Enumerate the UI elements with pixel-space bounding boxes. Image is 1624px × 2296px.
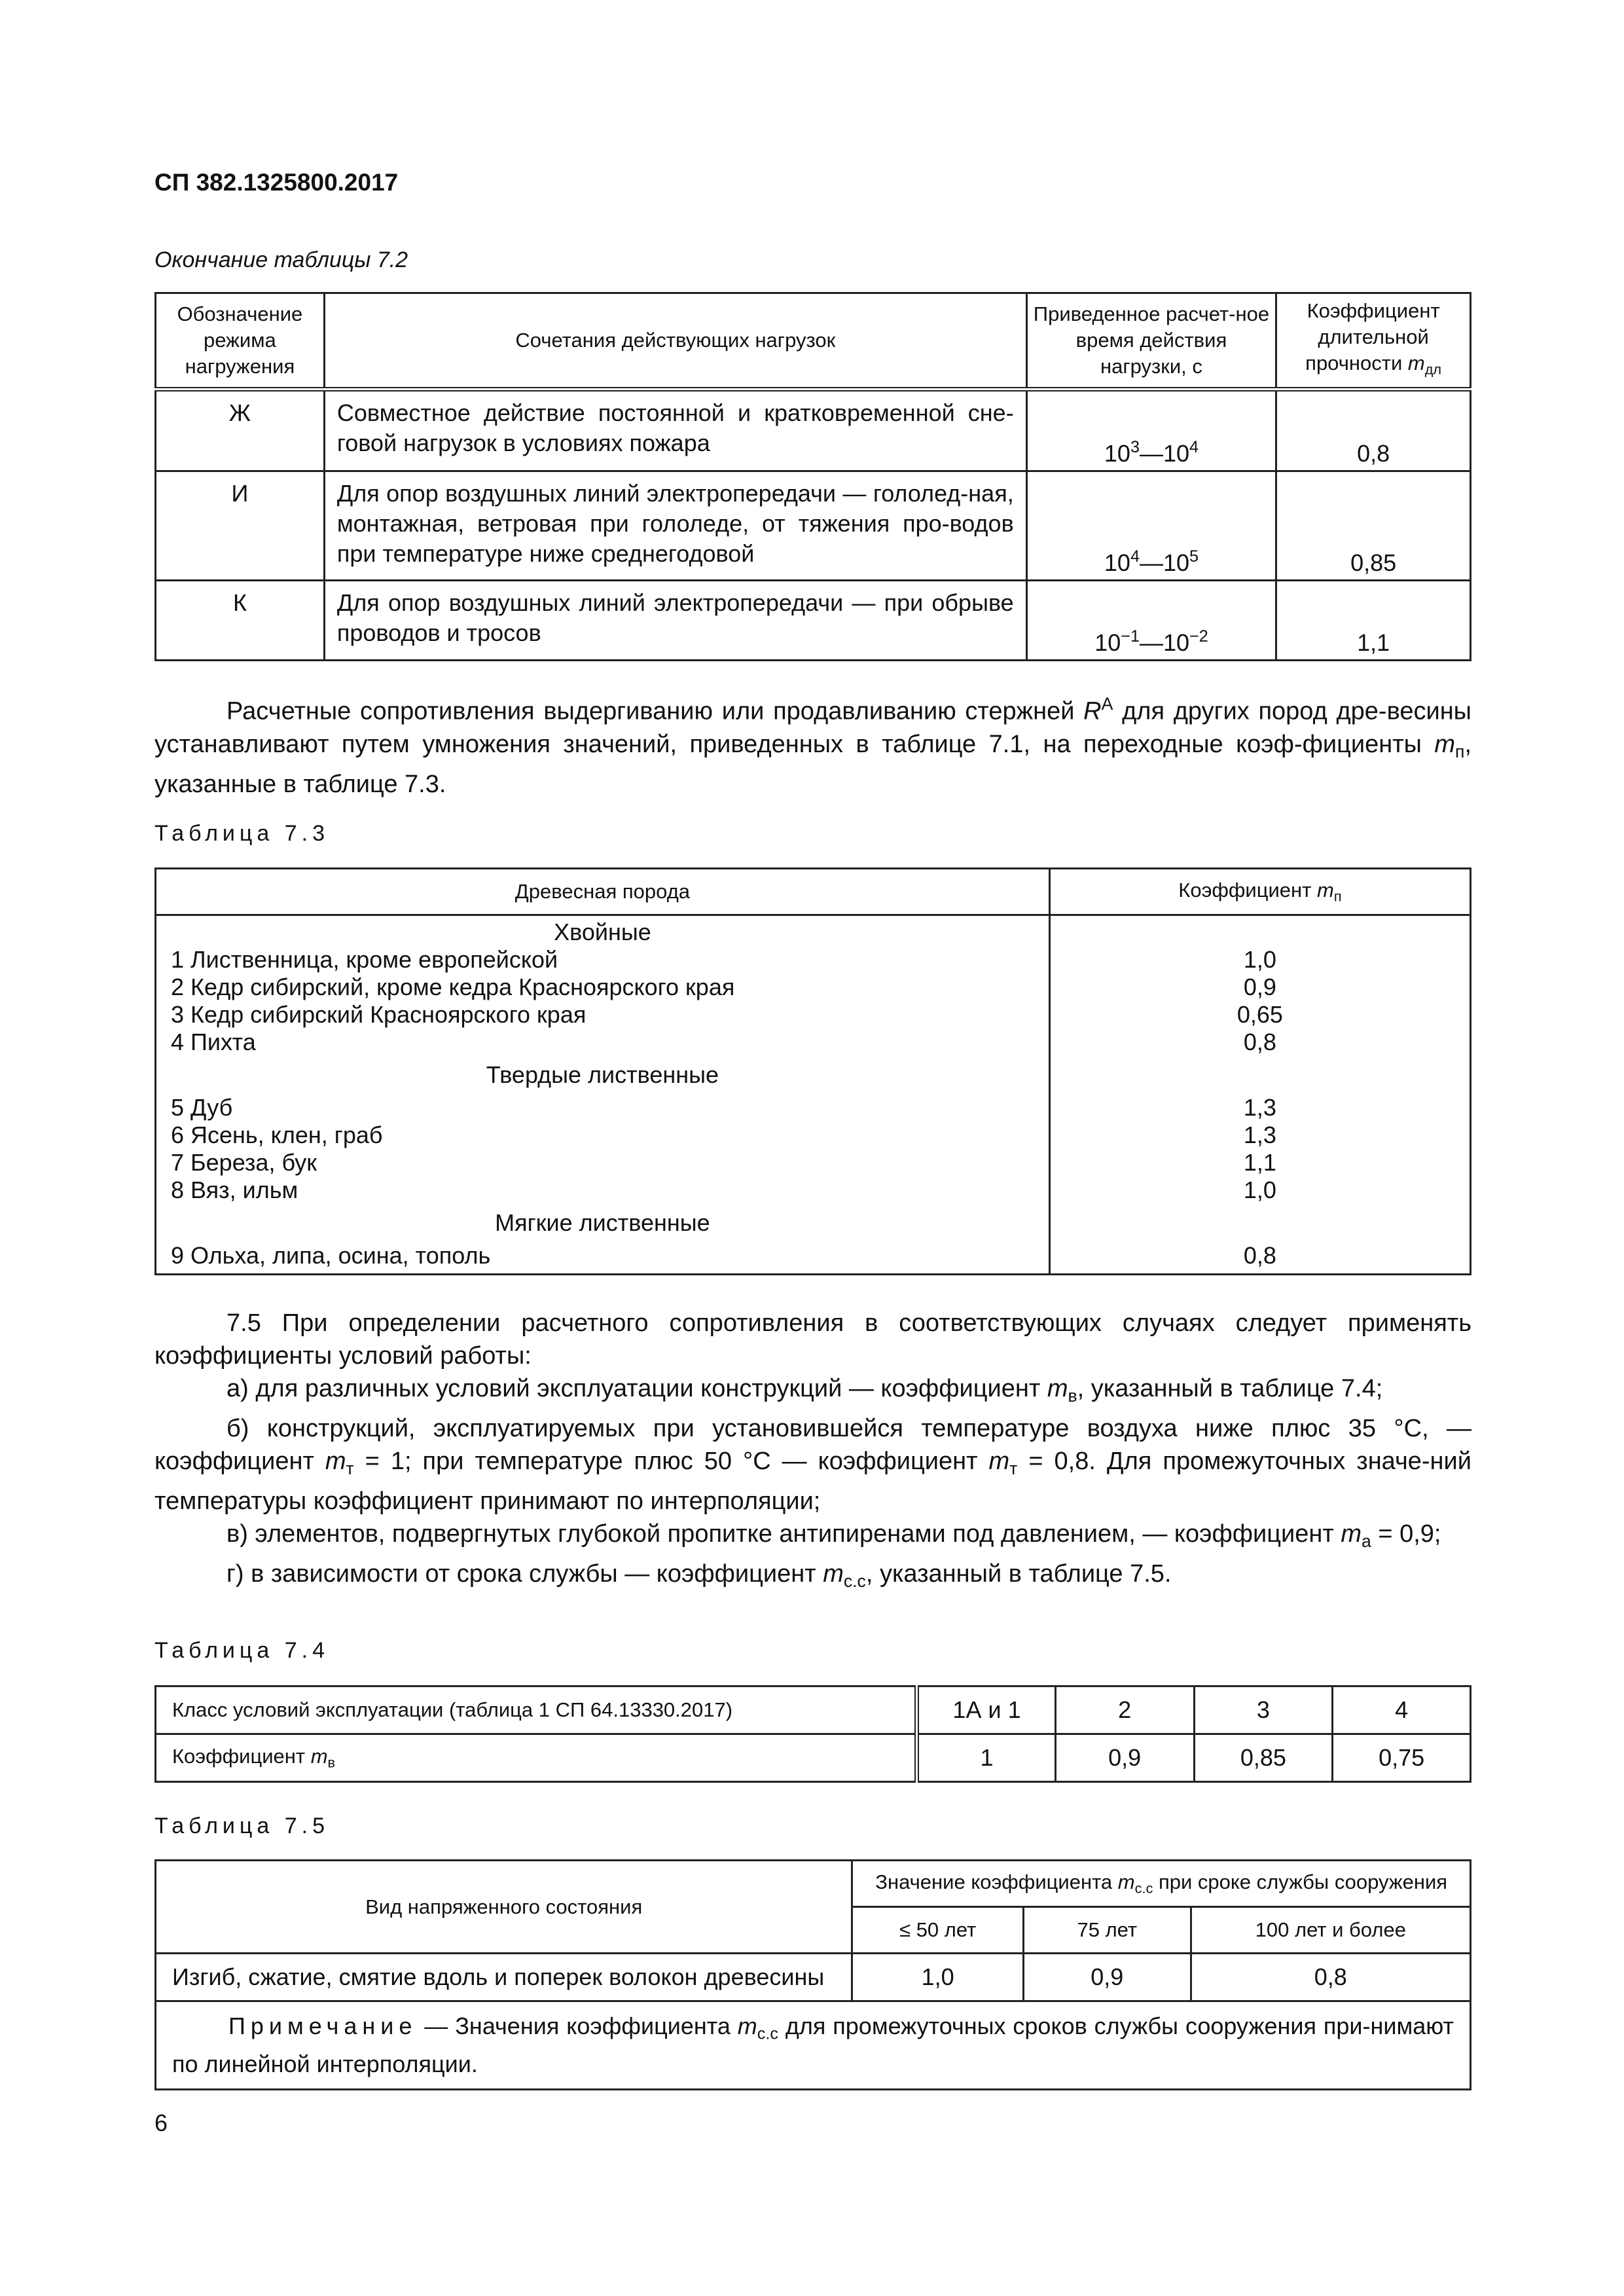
coef-label: Коэффициент $m_в$ [156, 1734, 917, 1782]
header-time: Приведенное расчет-ное время действия нагрузки, с [1026, 293, 1276, 390]
table-row [156, 581, 1471, 661]
document-code: СП 382.1325800.2017 [154, 169, 399, 196]
table-73-label: Таблица 7.3 [154, 821, 330, 846]
text-cell: Для опор воздушных линий электропередачи — при обрыве проводов и тросов [324, 581, 1026, 661]
species-name: 5 Дуб [156, 1089, 1050, 1121]
table-row [156, 1089, 1471, 1121]
coef-value: 0,9 [1055, 1734, 1194, 1782]
table-74-label: Таблица 7.4 [154, 1638, 330, 1663]
state-value: 0,8 [1191, 1954, 1470, 2001]
table-row [156, 471, 1471, 581]
species-name: 1 Лиственница, кроме европейской [156, 946, 1050, 974]
class-label: Класс условий эксплуатации (таблица 1 СП 64.13330.2017) [156, 1686, 917, 1734]
time-cell: $10^3—10^4$ [1026, 390, 1276, 471]
group-name: Твердые лиственные [156, 1056, 1050, 1089]
table-row [156, 1176, 1471, 1204]
state-value: 1,0 [852, 1954, 1024, 2001]
table-7-3 [154, 867, 1471, 1275]
paragraph-resistances: Расчетные сопротивления выдергиванию или продавливанию стержней $R^A$ для других пород дре-весины устанавливают путем умножения значений, приведенных в таблице 7.1, на переходные коэф-фициенты $m_п$, указанные в таблице 7.3. [154, 694, 1471, 798]
table-header-row [156, 1861, 1471, 1907]
species-name: 2 Кедр сибирский, кроме кедра Красноярского края [156, 974, 1050, 1001]
table-row [156, 390, 1471, 471]
header-species: Древесная порода [156, 869, 1050, 915]
time-cell: $10^4—10^5$ [1026, 471, 1276, 581]
text-cell: Для опор воздушных линий электропередачи — гололед-ная, монтажная, ветровая при гололеде, от тяжения про-водов при температуре ниже среднегодовой [324, 471, 1026, 581]
species-name: 7 Береза, бук [156, 1149, 1050, 1176]
table-72-caption: Окончание таблицы 7.2 [154, 247, 408, 272]
class-value: 1А и 1 [917, 1686, 1056, 1734]
species-value: 0,8 [1049, 1237, 1470, 1275]
table-header-row [156, 293, 1471, 390]
note-row [156, 2001, 1471, 2090]
item-c: в) элементов, подвергнутых глубокой пропитке антипиренами под давлением, — коэффициент $m_а = 0,9$; [226, 1520, 1441, 1551]
table-row [156, 946, 1471, 974]
item-a: а) для различных условий эксплуатации конструкций — коэффициент $m_в$, указанный в таблице 7.4; [226, 1375, 1383, 1406]
species-value: 1,0 [1049, 1176, 1470, 1204]
species-name: 8 Вяз, ильм [156, 1176, 1050, 1204]
table-row [156, 1237, 1471, 1275]
section-7-5 [154, 1307, 1471, 1597]
state-label: Изгиб, сжатие, смятие вдоль и поперек волокон древесины [156, 1954, 852, 2001]
table-header-row [156, 869, 1471, 915]
state-value: 0,9 [1023, 1954, 1191, 2001]
table-row [156, 1029, 1471, 1056]
table-row [156, 1954, 1471, 2001]
subheader: 75 лет [1023, 1907, 1191, 1954]
symbol: m [1407, 352, 1425, 375]
group-name: Хвойные [156, 915, 1050, 947]
species-value: 0,8 [1049, 1029, 1470, 1056]
group-name: Мягкие лиственные [156, 1204, 1050, 1237]
header-combinations: Сочетания действующих нагрузок [324, 293, 1026, 390]
text-cell: Совместное действие постоянной и кратковременной сне-говой нагрузок в условиях пожара [324, 390, 1026, 471]
species-value: 0,65 [1049, 1001, 1470, 1029]
header-state: Вид напряженного состояния [156, 1861, 852, 1954]
section-intro: 7.5 При определении расчетного сопротивления в соответствующих случаях следует применять коэффициенты условий работы: [154, 1309, 1471, 1370]
header-group: Значение коэффициента $m_{с.с}$ при сроке службы сооружения [852, 1861, 1471, 1907]
table-row [156, 1121, 1471, 1149]
mode-cell: Ж [156, 390, 325, 471]
header-coefficient: Коэффициент длительной прочности $m_{дл}$ [1276, 293, 1471, 390]
coef-cell: 1,1 [1276, 581, 1471, 661]
species-name: 4 Пихта [156, 1029, 1050, 1056]
header-coef: Коэффициент $m_п$ [1049, 869, 1470, 915]
species-name: 6 Ясень, клен, граб [156, 1121, 1050, 1149]
coef-value: 0,85 [1194, 1734, 1333, 1782]
mode-cell: К [156, 581, 325, 661]
species-value: 1,3 [1049, 1089, 1470, 1121]
subheader: 100 лет и более [1191, 1907, 1470, 1954]
header-mode: Обозначение режима нагружения [156, 293, 325, 390]
item-b: б) конструкций, эксплуатируемых при установившейся температуре воздуха ниже плюс 35 °C, — коэффициент $m_т = 1$; при температуре плюс 50 °C — коэффициент $m_т = 0,8$. Для промежуточных значе-ний температуры коэффициент принимают по интерполяции; [154, 1414, 1471, 1515]
coef-value: 1 [917, 1734, 1056, 1782]
table-row [156, 1149, 1471, 1176]
table-7-4 [154, 1685, 1471, 1783]
table-note: Примечание — Значения коэффициента $m_{с.с}$ для промежуточных сроков службы сооружения при-нимают по линейной интерполяции. [156, 2001, 1471, 2090]
coef-value: 0,75 [1333, 1734, 1471, 1782]
species-value: 1,1 [1049, 1149, 1470, 1176]
item-d: г) в зависимости от срока службы — коэффициент $m_{с.с}$, указанный в таблице 7.5. [226, 1559, 1172, 1591]
time-cell: $10^{-1}—10^{-2}$ [1026, 581, 1276, 661]
mode-cell: И [156, 471, 325, 581]
group-row [156, 1056, 1471, 1089]
subheader: ≤ 50 лет [852, 1907, 1024, 1954]
table-7-5 [154, 1859, 1471, 2090]
page-number: 6 [154, 2109, 168, 2136]
table-row [156, 1686, 1471, 1734]
class-value: 2 [1055, 1686, 1194, 1734]
table-7-2 [154, 292, 1471, 661]
class-value: 4 [1333, 1686, 1471, 1734]
species-value: 0,9 [1049, 974, 1470, 1001]
symbol-sub: дл [1424, 361, 1442, 378]
table-row [156, 1001, 1471, 1029]
group-row [156, 915, 1471, 947]
coef-cell: 0,8 [1276, 390, 1471, 471]
species-value: 1,0 [1049, 946, 1470, 974]
table-row [156, 1734, 1471, 1782]
table-75-label: Таблица 7.5 [154, 1813, 330, 1838]
coef-cell: 0,85 [1276, 471, 1471, 581]
table-row [156, 974, 1471, 1001]
species-value: 1,3 [1049, 1121, 1470, 1149]
group-row [156, 1204, 1471, 1237]
species-name: 3 Кедр сибирский Красноярского края [156, 1001, 1050, 1029]
class-value: 3 [1194, 1686, 1333, 1734]
species-name: 9 Ольха, липа, осина, тополь [156, 1237, 1050, 1275]
